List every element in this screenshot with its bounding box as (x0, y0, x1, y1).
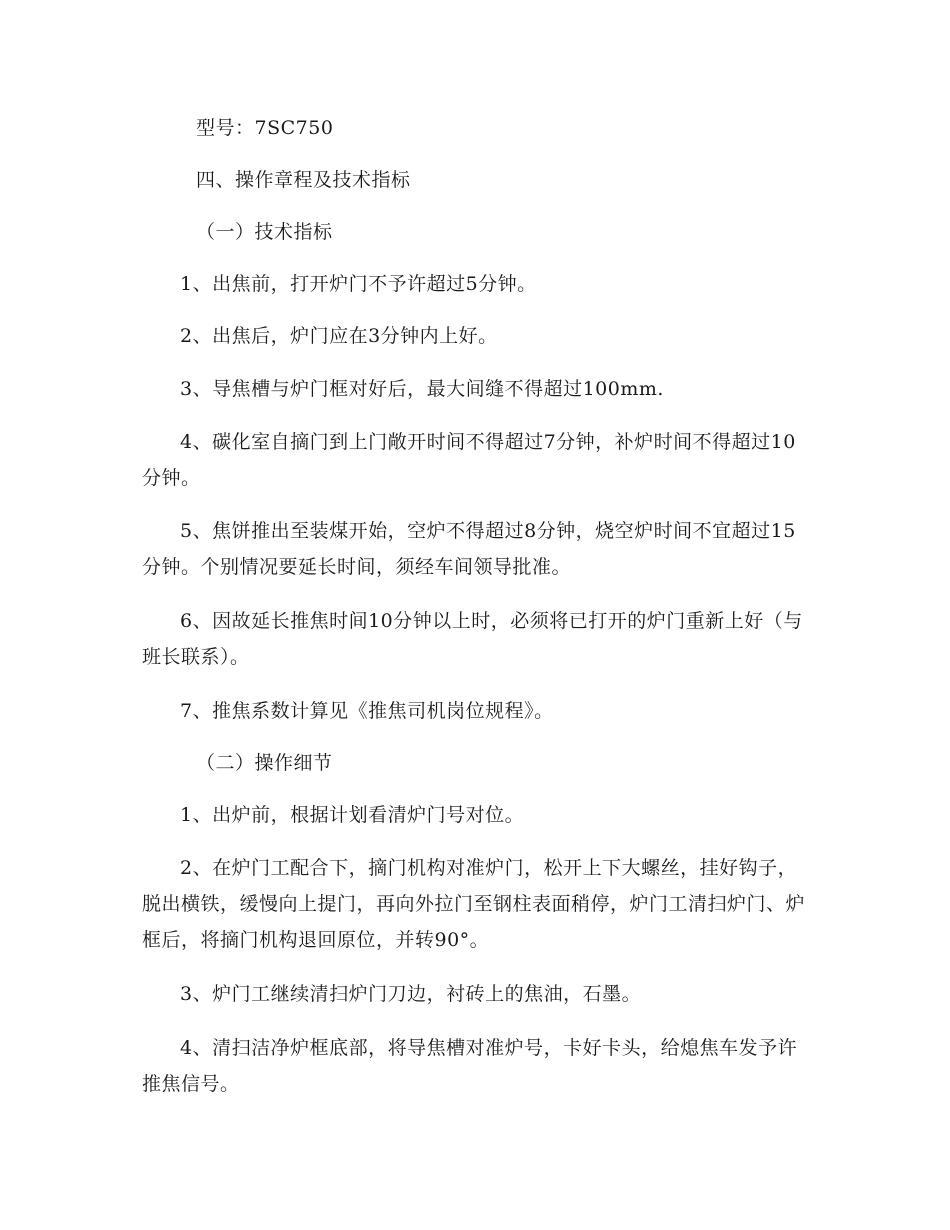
paragraph-item: 2、在炉门工配合下，摘门机构对准炉门，松开上下大螺丝，挂好钩子，脱出横铁，缓慢向上提门，再向外拉门至钢柱表面稍停，炉门工清扫炉门、炉框后，将摘门机构退回原位，并转90°。 (142, 857, 806, 951)
paragraph-item: 5、焦饼推出至装煤开始，空炉不得超过8分钟，烧空炉时间不宜超过15分钟。个别情况要延长时间，须经车间领导批准。 (142, 520, 796, 578)
paragraph-item: 3、导焦槽与炉门框对好后，最大间缝不得超过100mm. (180, 378, 664, 400)
paragraph-item: 2、出焦后，炉门应在3分钟内上好。 (180, 325, 498, 347)
paragraph-item: 4、碳化室自摘门到上门敞开时间不得超过7分钟，补炉时间不得超过10分钟。 (142, 431, 796, 489)
paragraph-item: 1、出炉前，根据计划看清炉门号对位。 (180, 804, 525, 826)
model-line: 型号：7SC750 (196, 117, 334, 139)
paragraph-item: 4、清扫洁净炉框底部，将导焦槽对准炉号，卡好卡头，给熄焦车发予许推焦信号。 (142, 1037, 798, 1095)
paragraph-item: 3、炉门工继续清扫炉门刀边，衬砖上的焦油，石墨。 (180, 983, 642, 1005)
subsection-heading: （二）操作细节 (196, 752, 333, 774)
subsection-heading: （一）技术指标 (196, 221, 333, 243)
paragraph-item: 6、因故延长推焦时间10分钟以上时，必须将已打开的炉门重新上好（与班长联系）。 (142, 610, 803, 668)
paragraph-item: 1、出焦前，打开炉门不予许超过5分钟。 (180, 273, 537, 295)
section-heading: 四、操作章程及技术指标 (196, 169, 411, 191)
paragraph-item: 7、推焦系数计算见《推焦司机岗位规程》。 (180, 700, 554, 722)
